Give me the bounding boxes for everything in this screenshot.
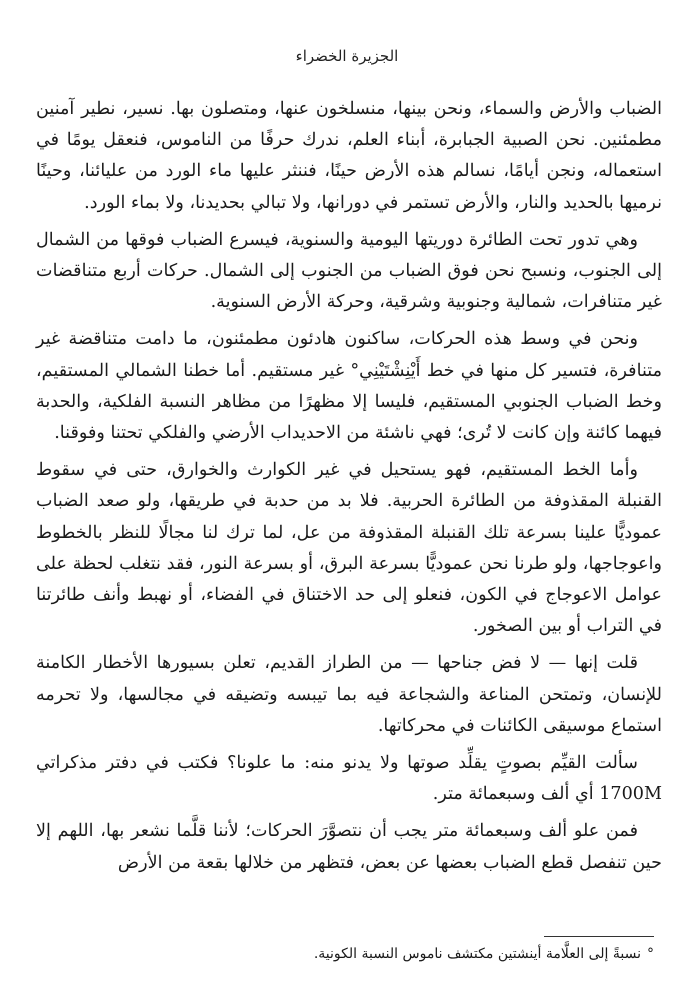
paragraph: الضباب والأرض والسماء، ونحن بينها، منسلخون عنها، ومتصلون بها. نسير، نطير آمنين مطمئنين. نحن الصبية الجبابرة، أبناء العلم، ندرك حرفًا من الناموس، فنعقل يومًا في استعماله، ونجن أيامًا، نسالم هذه الأرض حينًا، فننثر عليها ماء الورد من عليائنا، وحينًا نرميها بالحديد والنار، والأرض تستمر في دورانها، ولا تبالي بحديدنا، ولا بماء الورد.	[36, 99, 662, 213]
footnote-text: نسبةً إلى العلَّامة أينشتين مكتشف ناموس النسبة الكونية.	[313, 946, 641, 962]
paragraph: سألت القيِّم بصوتٍ يقلِّد صوتها ولا يدنو منه: ما علونا؟ فكتب في دفتر مذكراتي 1700M أي ألف وسبعمائة متر.	[36, 753, 662, 805]
paragraph: وهي تدور تحت الطائرة دوريتها اليومية والسنوية، فيسرع الضباب فوقها من الشمال إلى الجنوب، ونسبح نحن فوق الضباب من الجنوب إلى الشمال. حركات أربع متناقضات غير متنافرات، شمالية وجنوبية وشرقية، وحركة الأرض السنوية.	[36, 229, 662, 313]
body-text	[36, 94, 662, 885]
footnote-marker: °	[647, 946, 654, 962]
paragraph: ونحن في وسط هذه الحركات، ساكنون هادئون مطمئنون، ما دامت متناقضة غير متنافرة، فتسير كل منها في خط أَيْنِشْتَيْنِي° غير مستقيم. أما خطنا الشمالي المستقيم، وخط الضباب الجنوبي المستقيم، فليسا إلا مظهرًا من مظاهر النسبة الفلكية، والحدبة فيهما كائنة وإن كانت لا تُرى؛ فهي ناشئة من الاحديداب الأرضي والفلكي تحتنا وفوقنا.	[36, 329, 662, 444]
running-header-title: الجزيرة الخضراء	[295, 47, 399, 65]
footnote-divider	[544, 936, 654, 937]
paragraph: فمن علو ألف وسبعمائة متر يجب أن نتصوَّرَ الحركات؛ لأننا قلَّما نشعر بها، اللهم إلا حين تنفصل قطع الضباب بعضها عن بعض، فتظهر من خلالها بقعة من الأرض	[36, 821, 662, 873]
paragraph: قلت إنها — لا فض جناحها — من الطراز القديم، تعلن بسيورها الأخطار الكامنة للإنسان، وتمتحن المناعة والشجاعة فيه بما تيبسه وتضيقه في مجالسها، ولا تحرمه استماع موسيقى الكائنات في محركاتها.	[36, 653, 662, 736]
paragraph: وأما الخط المستقيم، فهو يستحيل في غير الكوارث والخوارق، حتى في سقوط القنبلة المقذوفة من الطائرة الحربية. فلا بد من حدبة في طريقها، ولو صعد الضباب عموديًّا علينا بسرعة تلك القنبلة المقذوفة من عل، لما ترك لنا مجالًا للنظر بالخطوط واعوجاجها، ولو طرنا نحن عموديًّا بسرعة البرق، أو بسرعة النور، فقد نتغلب لحظة على عوامل الاعوجاج في الكون، فنعلو إلى حد الاختناق في الفضاء، أو نهبط وأنف طائرتنا في التراب أو بين الصخور.	[36, 460, 662, 637]
footnote	[36, 944, 654, 964]
